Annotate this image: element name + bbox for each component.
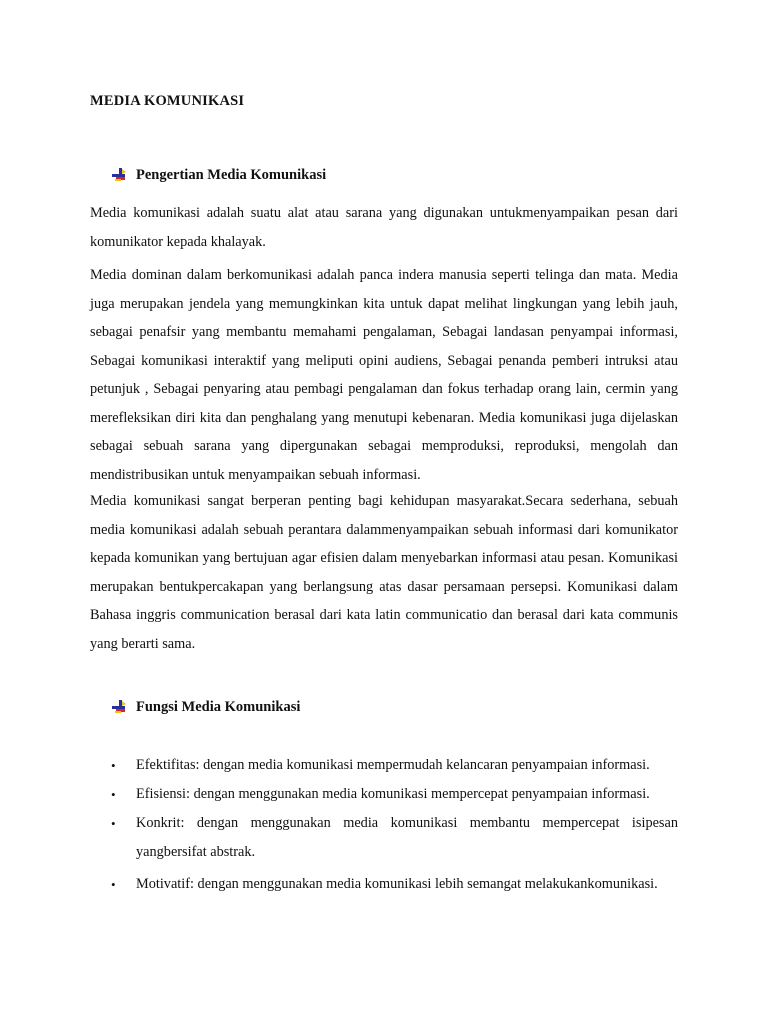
- bullet-dot-icon: •: [111, 877, 116, 892]
- section-heading-text: Fungsi Media Komunikasi: [136, 699, 301, 715]
- list-item: • Efektifitas: dengan media komunikasi mempermudah kelancaran penyampaian informasi.: [90, 751, 678, 780]
- arrow-bullet-icon: [112, 700, 128, 714]
- section-heading-pengertian: [112, 167, 326, 184]
- paragraph-definition: Media komunikasi adalah suatu alat atau sarana yang digunakan untukmenyampaikan pesan dari komunikator kepada khalayak.: [90, 205, 678, 250]
- paragraph-dominant-media: Media dominan dalam berkomunikasi adalah panca indera manusia seperti telinga dan mata. Media juga merupakan jendela yang memungkinkan kita untuk dapat melihat lingkungan yang lebih jauh, sebagai penafsir yang membantu memahami pengalaman, Sebagai landasan penyampai informasi, Sebagai komunikasi interaktif yang meliputi opini audiens, Sebagai penanda pemberi intruksi atau petunjuk , Sebagai penyaring atau pembagi pengalaman dan fokus terhadap orang lain, cermin yang merefleksikan diri kita dan penghalang yang menutupi kebenaran. Media komunikasi juga dijelaskan sebagai sebuah sarana yang dipergunakan sebagai memproduksi, reproduksi, mengolah dan mendistribusikan untuk menyampaikan sebuah informasi.: [90, 267, 678, 483]
- arrow-bullet-icon: [112, 168, 128, 182]
- bullet-dot-icon: •: [111, 758, 116, 773]
- list-item: • Efisiensi: dengan menggunakan media komunikasi mempercepat penyampaian informasi.: [90, 780, 678, 809]
- section-heading-text: Pengertian Media Komunikasi: [136, 167, 327, 183]
- list-item: • Konkrit: dengan menggunakan media komunikasi membantu mempercepat isipesan yangbersifat abstrak.: [90, 809, 678, 867]
- document-title: MEDIA KOMUNIKASI: [90, 93, 245, 109]
- paragraph-importance: Media komunikasi sangat berperan penting bagi kehidupan masyarakat.Secara sederhana, sebuah media komunikasi adalah sebuah perantara dalammenyampaikan sebuah informasi dari komunikator kepada komunikan yang bertujuan agar efisien dalam menyebarkan informasi atau pesan. Komunikasi merupakan bentukpercakapan yang berlangsung atas dasar persamaan persepsi. Komunikasi dalam Bahasa inggris communication berasal dari kata latin communicatio dan berasal dari kata communis yang berarti sama.: [90, 493, 678, 652]
- function-list: [90, 751, 678, 899]
- list-item: • Motivatif: dengan menggunakan media komunikasi lebih semangat melakukankomunikasi.: [90, 870, 678, 899]
- bullet-dot-icon: •: [111, 816, 116, 831]
- bullet-dot-icon: •: [111, 787, 116, 802]
- section-heading-fungsi: [112, 699, 300, 716]
